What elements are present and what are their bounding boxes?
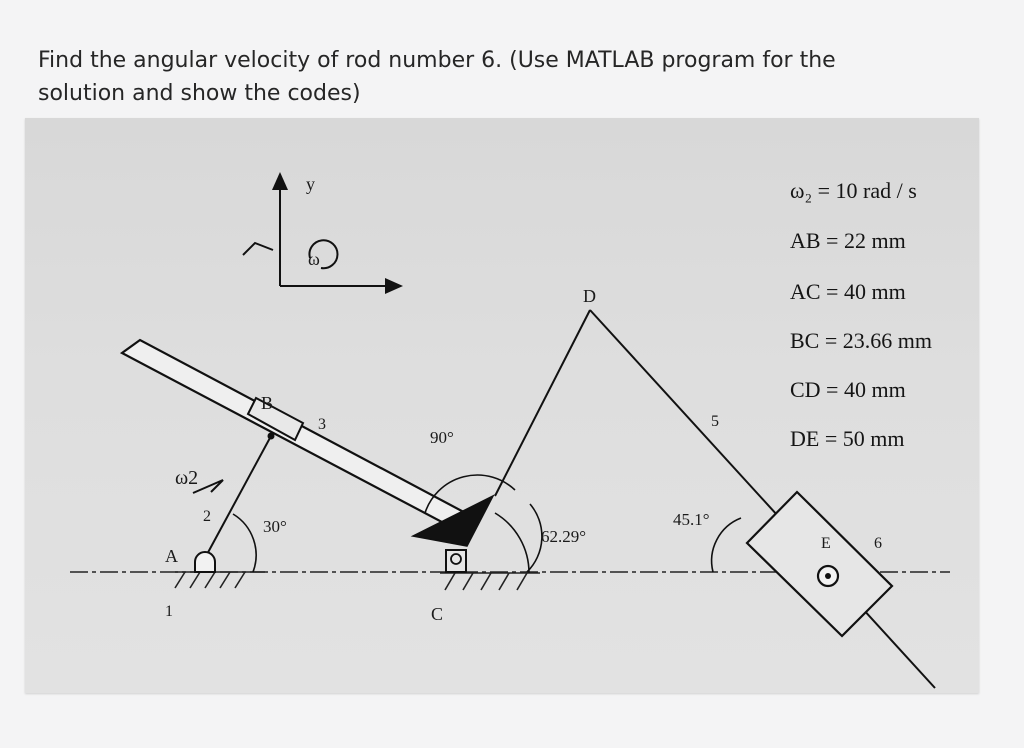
- label-e: E: [821, 535, 831, 552]
- link-label-3: 3: [318, 416, 326, 433]
- link-2: [205, 436, 271, 558]
- given-ac: AC = 40 mm: [790, 279, 906, 304]
- question-line-1: Find the angular velocity of rod number 6. (Use MATLAB program for the: [38, 48, 836, 73]
- given-de: DE = 50 mm: [790, 426, 905, 451]
- mechanism-figure: [25, 118, 979, 693]
- ground-hatch-c: [440, 573, 540, 590]
- angle-arc-30: [233, 514, 256, 572]
- label-c: C: [431, 604, 444, 624]
- y-axis-label: y: [306, 174, 315, 194]
- angle-label-30: 30°: [263, 517, 287, 536]
- omega2-label: ω2: [175, 467, 199, 489]
- question-text: [38, 44, 938, 110]
- angle-arc-45: [712, 518, 741, 572]
- link-3-body: [122, 340, 475, 530]
- axis-mark: [243, 243, 273, 255]
- pin-a: [195, 552, 215, 572]
- link-label-5: 5: [711, 413, 719, 430]
- angle-arc-62: [527, 504, 542, 572]
- given-omega2: ω₂ = 10 rad / s: [790, 178, 917, 203]
- link-label-1: 1: [165, 603, 173, 620]
- label-d: D: [583, 286, 596, 306]
- ground-hatch-a: [175, 572, 265, 588]
- angle-label-6229: 62.29°: [541, 527, 587, 546]
- coordinate-axes: [243, 178, 397, 286]
- slider-6-box: [747, 492, 892, 636]
- link-cd: [495, 310, 590, 496]
- pin-b: [268, 433, 275, 440]
- question-line-2: solution and show the codes): [38, 81, 361, 106]
- given-ab: AB = 22 mm: [790, 228, 906, 253]
- link-label-6: 6: [874, 535, 882, 552]
- angle-label-451: 45.1°: [673, 510, 710, 529]
- angle-label-90: 90°: [430, 428, 454, 447]
- given-bc: BC = 23.66 mm: [790, 328, 932, 353]
- given-cd: CD = 40 mm: [790, 377, 906, 402]
- label-b: B: [261, 393, 274, 413]
- link-label-2: 2: [203, 508, 211, 525]
- omega-axis-label: ω: [308, 249, 320, 269]
- label-a: A: [165, 546, 178, 566]
- link-5: [590, 310, 935, 688]
- mechanism-diagram: [25, 118, 979, 693]
